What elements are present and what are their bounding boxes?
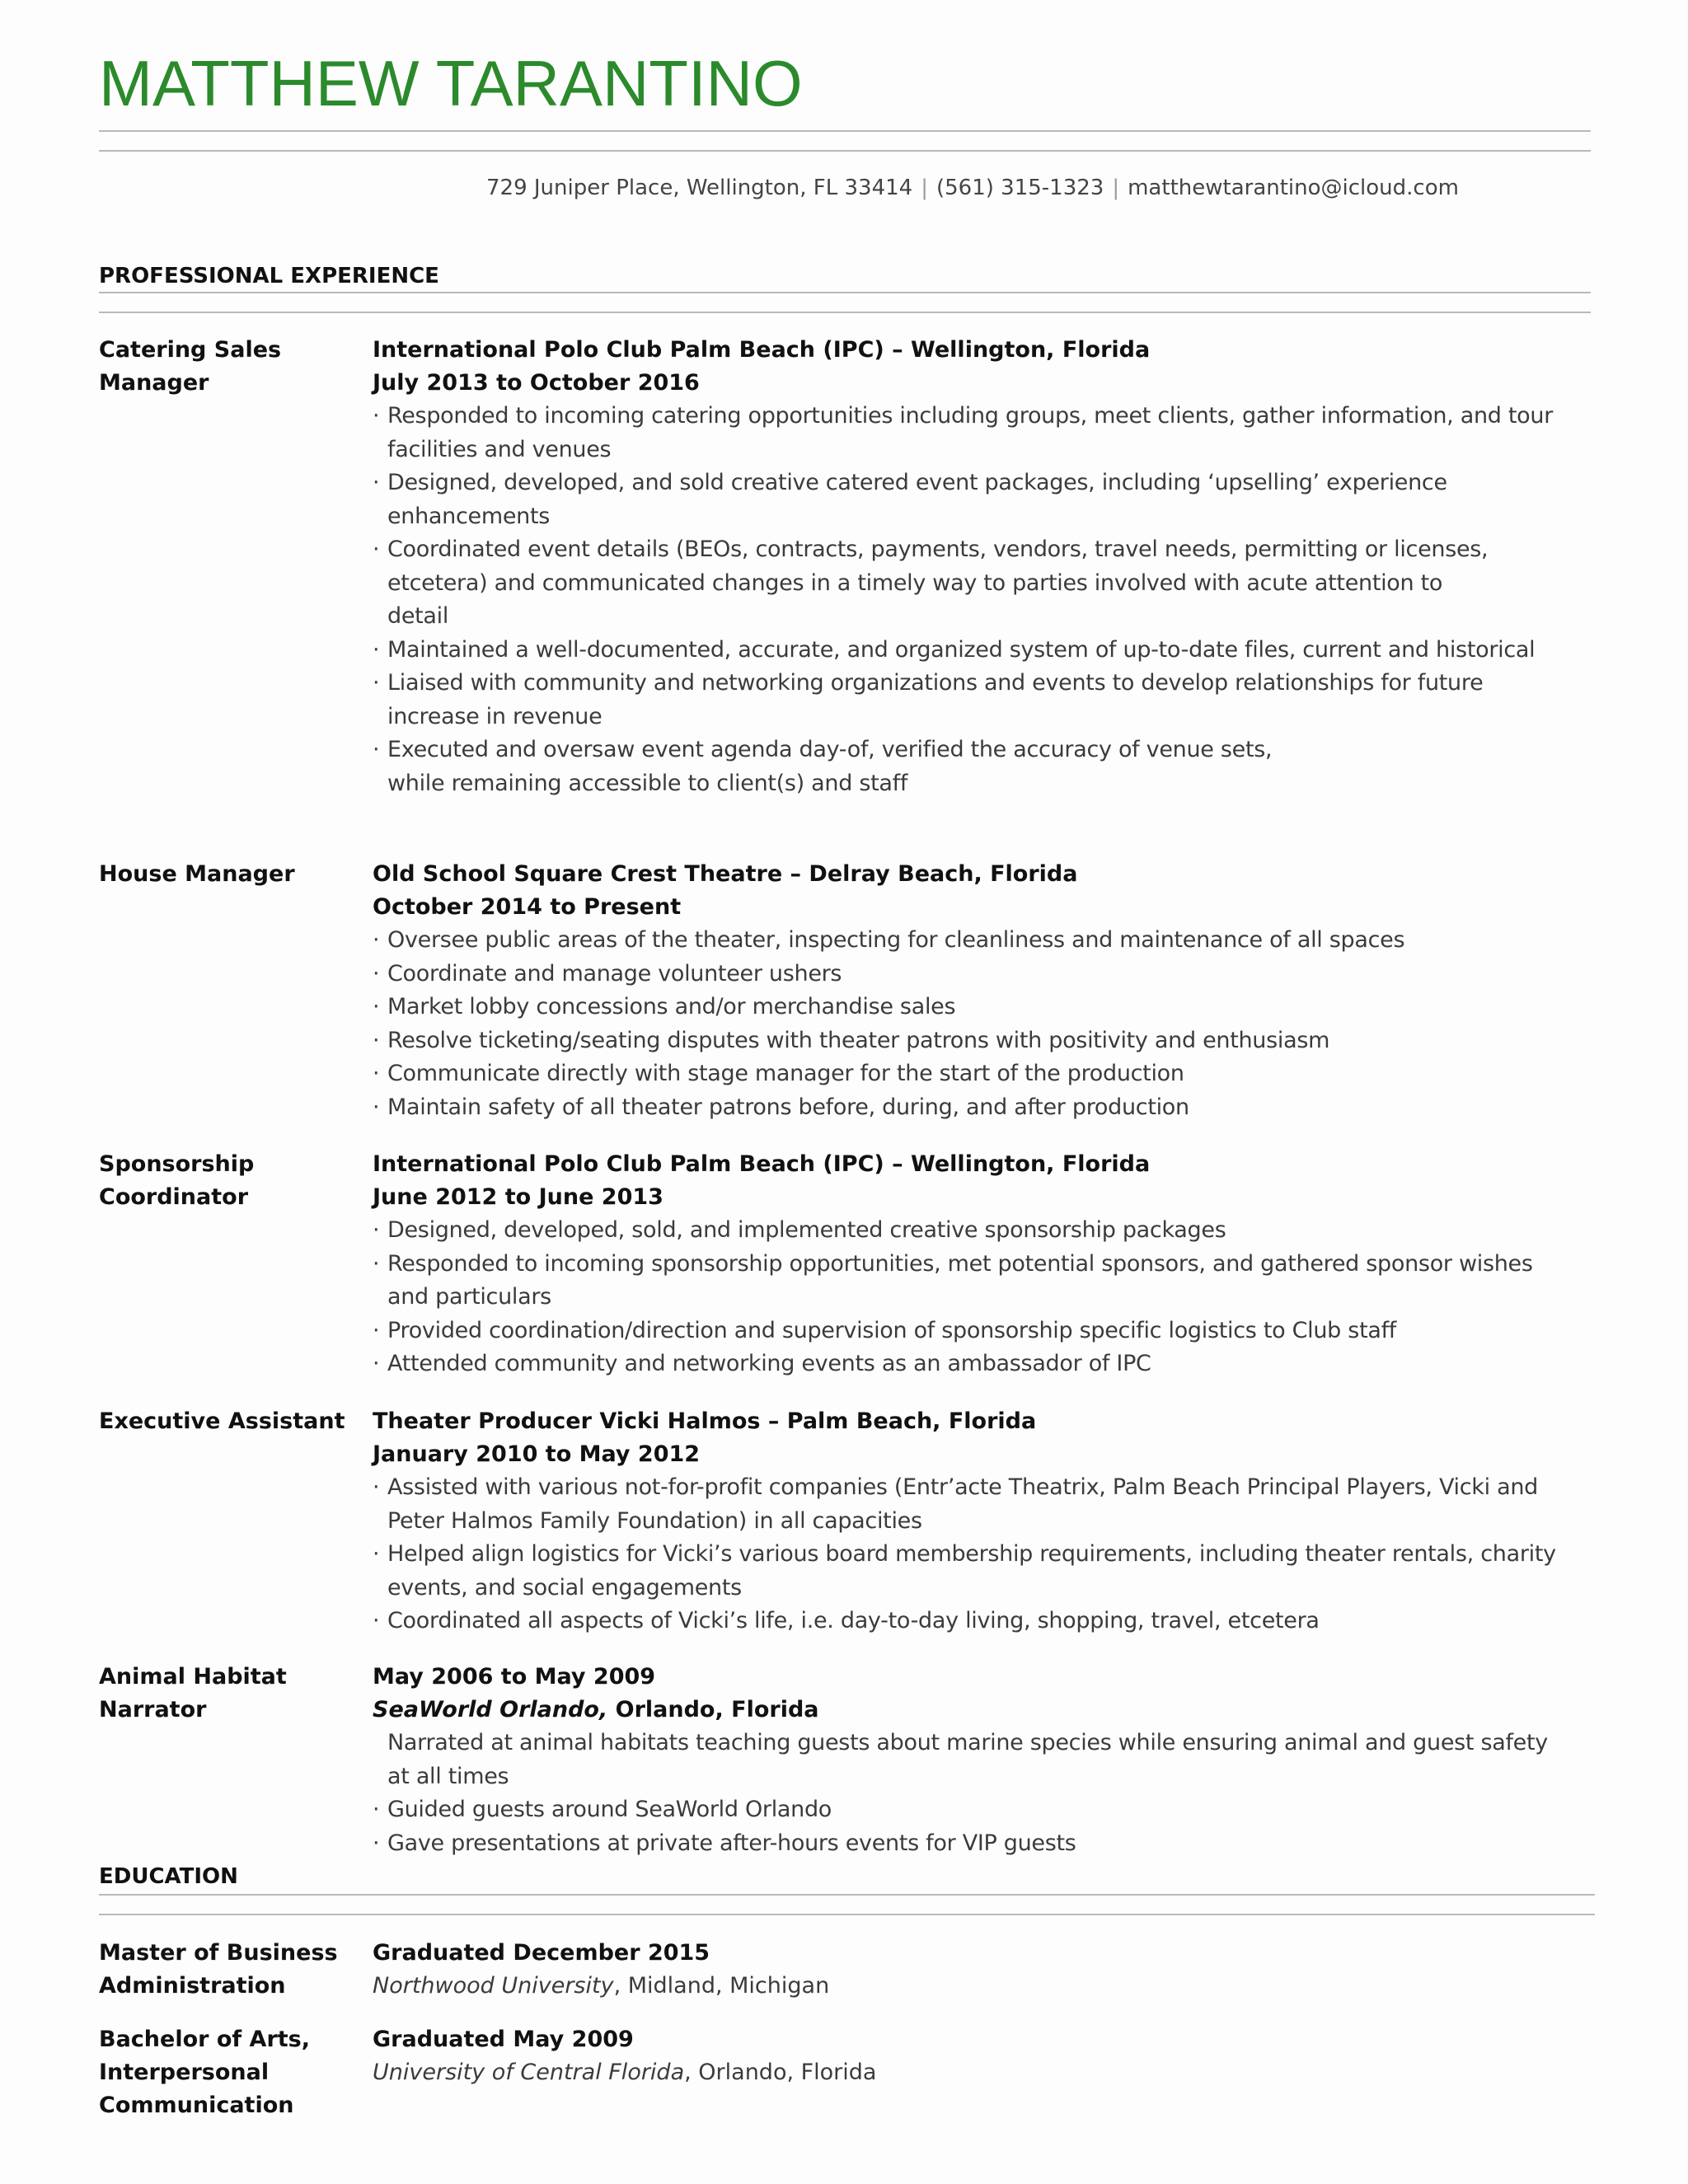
list-item: · Maintain safety of all theater patrons before, during, and after production xyxy=(373,1094,1189,1120)
job-title: Catering Sales Manager xyxy=(99,337,282,396)
header-rule-top xyxy=(99,130,1591,132)
list-item: · Resolve ticketing/seating disputes with theater patrons with positivity and enthusiasm xyxy=(373,1027,1330,1053)
list-item: · Responded to incoming catering opportunities including groups, meet clients, gather information, and tour facilities and venues xyxy=(373,403,1554,462)
employer: Old School Square Crest Theatre – Delray Beach, Florida xyxy=(373,861,1078,887)
duty-list xyxy=(373,1793,1559,1860)
list-item: · Coordinated event details (BEOs, contracts, payments, vendors, travel needs, permitting or licenses, etcetera) and communicated changes in a timely way to parties involved with acute attention to detail xyxy=(373,537,1489,629)
degree: Bachelor of Arts, Interpersonal Communication xyxy=(99,2027,310,2118)
experience-heading: PROFESSIONAL EXPERIENCE xyxy=(99,264,439,288)
job-dates: June 2012 to June 2013 xyxy=(373,1184,663,1210)
school-name: University of Central Florida xyxy=(373,2060,685,2085)
contact-line xyxy=(486,176,1459,200)
employer: International Polo Club Palm Beach (IPC) – Wellington, Florida xyxy=(373,1151,1151,1177)
graduation-date: Graduated May 2009 xyxy=(373,2027,634,2052)
graduation-date: Graduated December 2015 xyxy=(373,1940,710,1966)
employer-location: Orlando, Florida xyxy=(615,1697,819,1722)
list-item: · Communicate directly with stage manager for the start of the production xyxy=(373,1061,1184,1086)
list-item: · Designed, developed, and sold creative catered event packages, including ‘upselling’ experience enhancements xyxy=(373,470,1447,529)
job-details xyxy=(373,334,1559,800)
list-item: · Guided guests around SeaWorld Orlando xyxy=(373,1797,832,1822)
education-rule-bottom xyxy=(99,1914,1595,1915)
list-item: · Attended community and networking events as an ambassador of IPC xyxy=(373,1351,1151,1376)
duty-list xyxy=(373,924,1559,1124)
duty-list xyxy=(373,1471,1559,1638)
job-details xyxy=(373,1148,1559,1381)
header-rule-bottom xyxy=(99,150,1591,152)
experience-rule-bottom xyxy=(99,312,1591,313)
job-title: Sponsorship Coordinator xyxy=(99,1151,255,1210)
school-name: Northwood University xyxy=(373,1973,614,1999)
education-details xyxy=(373,1937,1559,2003)
school-location: , Orlando, Florida xyxy=(684,2060,877,2085)
list-item: · Gave presentations at private after-hours events for VIP guests xyxy=(373,1830,1076,1856)
employer-name: SeaWorld Orlando, xyxy=(373,1697,608,1722)
school xyxy=(373,2056,1559,2089)
education-details xyxy=(373,2023,1559,2089)
job-details xyxy=(373,1405,1559,1638)
list-item: · Coordinated all aspects of Vicki’s life, i.e. day-to-day living, shopping, travel, etcetera xyxy=(373,1608,1320,1633)
list-item: · Designed, developed, sold, and implemented creative sponsorship packages xyxy=(373,1217,1226,1243)
duty-list xyxy=(373,1214,1559,1381)
list-item: · Oversee public areas of the theater, inspecting for cleanliness and maintenance of all spaces xyxy=(373,927,1405,953)
separator: | xyxy=(921,176,928,200)
list-item: · Responded to incoming sponsorship opportunities, met potential sponsors, and gathered sponsor wishes and particulars xyxy=(373,1250,1533,1310)
job-title: House Manager xyxy=(99,861,295,887)
employer: Theater Producer Vicki Halmos – Palm Beach, Florida xyxy=(373,1408,1037,1434)
job-dates: July 2013 to October 2016 xyxy=(373,370,700,396)
job-details xyxy=(373,858,1559,1124)
list-item: · Coordinate and manage volunteer ushers xyxy=(373,960,842,987)
school xyxy=(373,1970,1559,2003)
education-heading: EDUCATION xyxy=(99,1864,238,1889)
separator: | xyxy=(1112,176,1120,200)
list-item: · Liaised with community and networking organizations and events to develop relationships for future increase in revenue xyxy=(373,670,1484,729)
address: 729 Juniper Place, Wellington, FL 33414 xyxy=(486,176,913,200)
education-rule-top xyxy=(99,1894,1595,1896)
job-dates: May 2006 to May 2009 xyxy=(373,1664,656,1690)
degree: Master of Business Administration xyxy=(99,1940,338,1999)
job-dates: October 2014 to Present xyxy=(373,894,682,920)
list-item: · Assisted with various not-for-profit companies (Entr’acte Theatrix, Palm Beach Principal Players, Vicki and Peter Halmos Family Foundation) in all capacities xyxy=(373,1474,1539,1534)
list-item: · Helped align logistics for Vicki’s various board membership requirements, including theater rentals, charity events, and social engagements xyxy=(373,1541,1556,1601)
school-location: , Midland, Michigan xyxy=(613,1973,830,1999)
list-item: · Provided coordination/direction and supervision of sponsorship specific logistics to Club staff xyxy=(373,1317,1397,1343)
job-title: Executive Assistant xyxy=(99,1408,345,1434)
phone: (561) 315-1323 xyxy=(935,176,1104,200)
job-details xyxy=(373,1661,1559,1860)
list-item: · Maintained a well-documented, accurate, and organized system of up-to-date files, current and historical xyxy=(373,636,1536,663)
employer: International Polo Club Palm Beach (IPC) – Wellington, Florida xyxy=(373,337,1151,363)
email: matthewtarantino@icloud.com xyxy=(1128,176,1459,200)
duty-list xyxy=(373,400,1559,800)
list-item: · Market lobby concessions and/or merchandise sales xyxy=(373,994,956,1019)
experience-rule-top xyxy=(99,292,1591,293)
employer xyxy=(373,1694,1559,1727)
job-title: Animal Habitat Narrator xyxy=(99,1664,287,1722)
job-intro: Narrated at animal habitats teaching guests about marine species while ensuring animal and guest safety at all times xyxy=(387,1730,1548,1789)
list-item: · Executed and oversaw event agenda day-of, verified the accuracy of venue sets, while remaining accessible to client(s) and staff xyxy=(373,737,1273,796)
candidate-name: MATTHEW TARANTINO xyxy=(99,47,803,120)
job-dates: January 2010 to May 2012 xyxy=(373,1441,701,1467)
